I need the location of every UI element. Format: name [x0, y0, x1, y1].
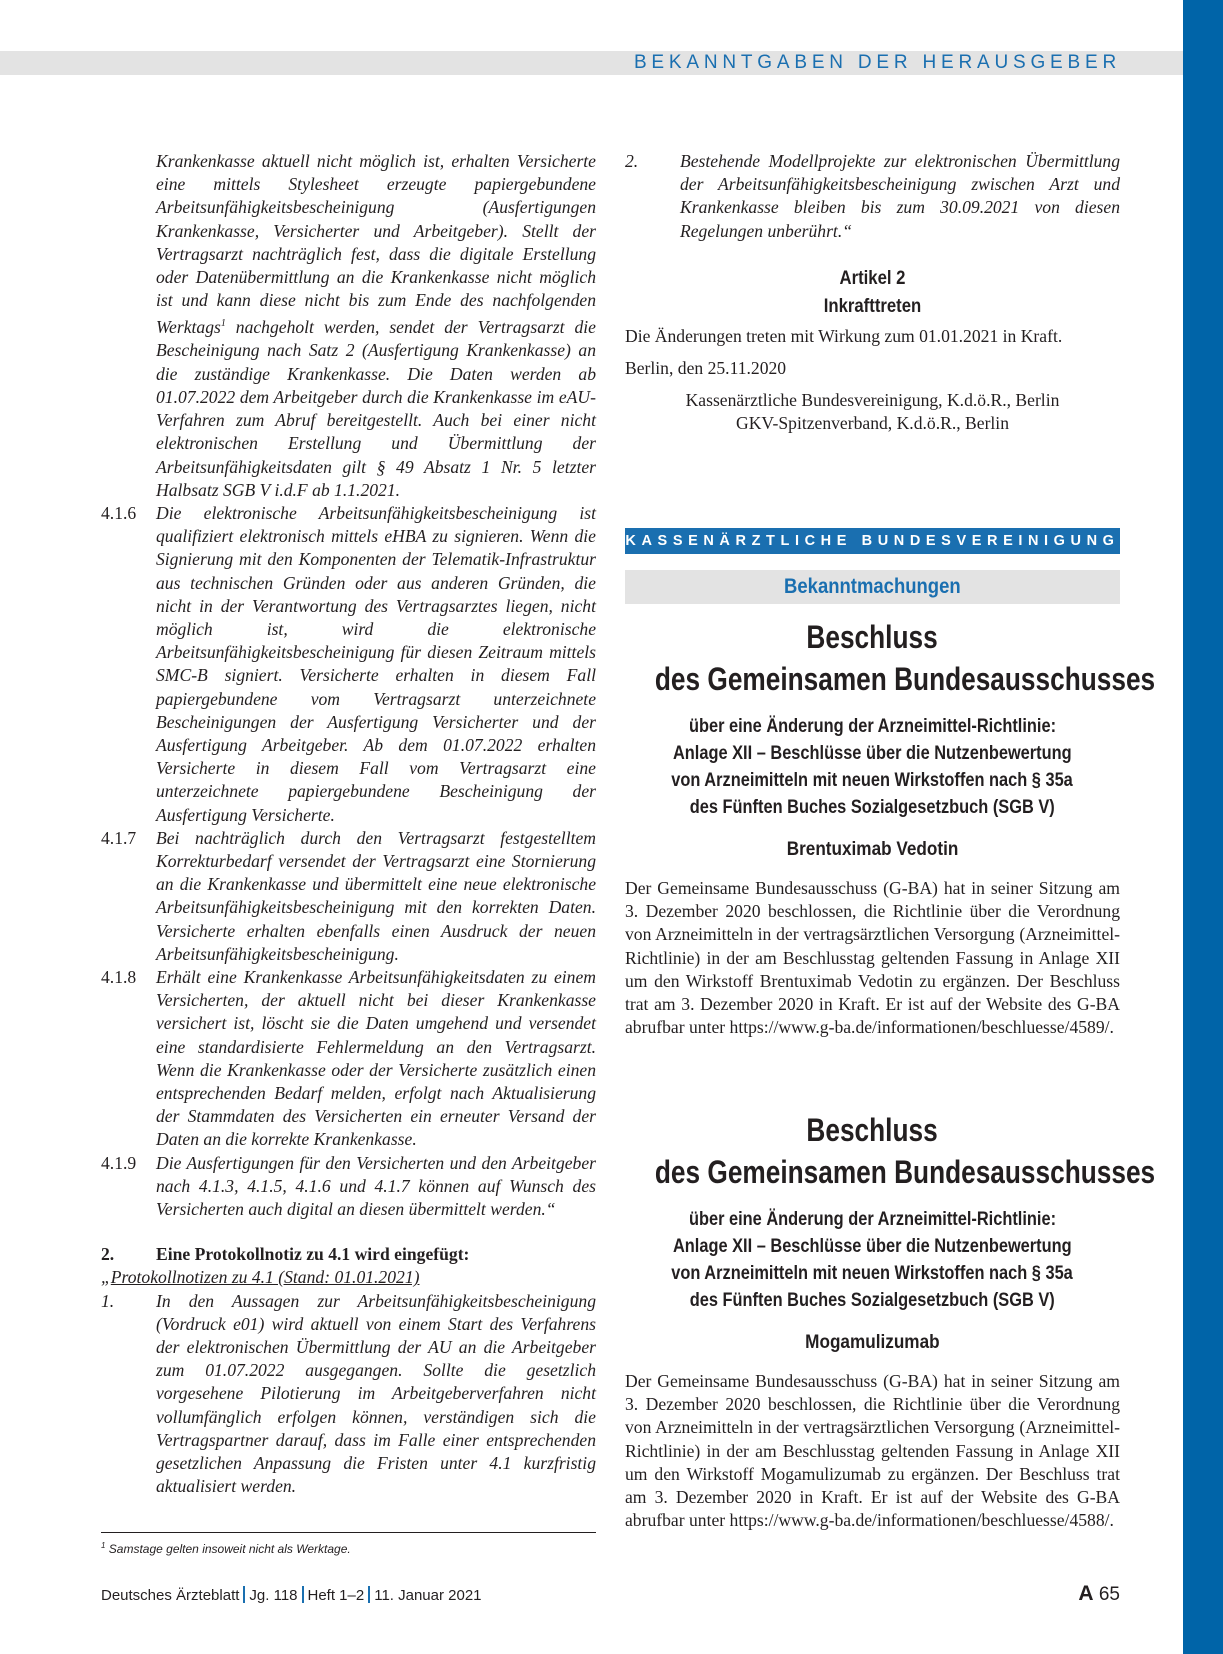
kbv-banner: KASSENÄRZTLICHE BUNDESVEREINIGUNG [625, 528, 1120, 554]
left-column [101, 150, 596, 1498]
beschluss-1-subtitle: über eine Änderung der Arzneimittel-Richtlinie: Anlage XII – Beschlüsse über die Nutzenbewertung von Arzneimitteln mit neuen Wirkstoffen nach § 35a des Fünften Buches Sozialgesetzbuch (SGB V) [671, 715, 1074, 818]
section-title: BEKANNTGABEN DER HERAUSGEBER [633, 52, 1121, 73]
intro-paragraph: Krankenkasse aktuell nicht möglich ist, erhalten Versicherte eine mittels Stylesheet erzeugte papiergebundene Arbeitsunfähigkeitsbescheinigung (Ausfertigungen Krankenkasse, Versicherter und Arbeitgeber). Stellt der Vertragsarzt nachträglich fest, dass die digitale Erstellung oder Datenübermittlung an die Krankenkasse nicht möglich ist und kann diese nicht bis zum Ende des nachfolgenden Werktags$^1$ nachgeholt werden, sendet der Vertragsarzt die Bescheinigung nach Satz 2 (Ausfertigung Krankenkasse) an die zuständige Krankenkasse. Die Daten werden ab 01.07.2022 dem Arbeitgeber durch die Krankenkasse im eAU-Verfahren zum Abruf bereitgestellt. Auch bei einer nicht elektronischen Erstellung und Übermittlung der Arbeitsunfähigkeitsdaten gilt § 49 Absatz 1 Nr. 5 letzter Halbsatz SGB V i.d.F ab 1.1.2021. [156, 151, 596, 500]
journal-name: Deutsches Ärzteblatt [101, 1587, 240, 1604]
beschluss-1-body: Der Gemeinsame Bundesausschuss (G-BA) hat in seiner Sitzung am 3. Dezember 2020 beschlossen, die Richtlinie über die Verordnung von Arzneimitteln in der vertragsärztlichen Versorgung (Arzneimittel-Richtlinie) in der am Beschlusstag geltenden Fassung in Anlage XII um den Wirkstoff Brentuximab Vedotin zu ergänzen. Der Beschluss trat am 3. Dezember 2020 in Kraft. Er ist auf der Website des G-BA abrufbar unter https://www.g-ba.de/informationen/beschluesse/4589/. [625, 878, 1120, 1038]
place-date: Berlin, den 25.11.2020 [625, 358, 787, 379]
side-color-bar [1183, 0, 1223, 1654]
item-number: 4.1.9 [101, 1152, 137, 1173]
item-number: 4.1.7 [101, 827, 137, 848]
volume: Jg. 118 [249, 1587, 298, 1604]
beschluss-2-body: Der Gemeinsame Bundesausschuss (G-BA) hat in seiner Sitzung am 3. Dezember 2020 beschlossen, die Richtlinie über die Verordnung von Arzneimitteln in der vertragsärztlichen Versorgung (Arzneimittel-Richtlinie) in der am Beschlusstag geltenden Fassung in Anlage XII um den Wirkstoff Mogamulizumab zu ergänzen. Der Beschluss trat am 3. Dezember 2020 in Kraft. Er ist auf der Website des G-BA abrufbar unter https://www.g-ba.de/informationen/beschluesse/4588/. [625, 1371, 1120, 1531]
item-text: In den Aussagen zur Arbeitsunfähigkeitsbescheinigung (Vordruck e01) wird aktuell von einem Start des Verfahrens der elektronischen Übermittlung der AU an die Arbeitgeber zum 01.07.2022 ausgegangen. Sollte die gesetzlich vorgesehene Pilotierung im Arbeitgeberverfahren nicht vollumfänglich erfolgen können, verständigen sich die Vertragspartner darauf, dass im Falle einer entsprechenden gesetzlichen Anpassung die Fristen unter 4.1 kurzfristig aktualisiert werden. [156, 1290, 596, 1497]
issue: Heft 1–2 [307, 1587, 365, 1604]
beschluss-2-drug: Mogamulizumab [805, 1331, 940, 1353]
protocol-heading: „Protokollnotizen zu 4.1 (Stand: 01.01.2021) [101, 1267, 420, 1288]
item-text: Bestehende Modellprojekte zur elektronischen Übermittlung der Arbeitsunfähigkeitsbescheinigung zwischen Arzt und Krankenkasse bleiben bis zum 30.09.2021 von diesen Regelungen unberührt.“ [680, 151, 1120, 241]
list-item [101, 502, 596, 827]
item-number: 2. [625, 151, 639, 171]
item-text: Erhält eine Krankenkasse Arbeitsunfähigkeitsdaten zu einem Versicherten, der aktuell nicht bei dieser Krankenkasse versichert ist, löscht sie die Daten umgehend und versendet eine standardisierte Fehlermeldung an den Vertragsarzt. Wenn die Krankenkasse oder der Versicherte zusätzlich einen entsprechenden Bedarf melden, erfolgt nach Aktualisierung der Stammdaten des Versicherten ein erneuter Versand der Daten an die korrekte Krankenkasse. [156, 966, 596, 1150]
list-item [101, 1152, 596, 1222]
article-title: Inkrafttreten [823, 295, 922, 317]
footnote-divider [101, 1532, 596, 1533]
page-footer [101, 1586, 482, 1606]
signatory-1: Kassenärztliche Bundesvereinigung, K.d.ö.R., Berlin [685, 390, 1060, 411]
item-text: Die elektronische Arbeitsunfähigkeitsbescheinigung ist qualifiziert elektronisch mittels eHBA zu signieren. Wenn die Signierung mit den Komponenten der Telematik-Infrastruktur aus technischen Gründen oder aus anderen Gründen, die nicht in der Verantwortung des Vertragsarztes liegen, nicht möglich ist, wird die elektronische Arbeitsunfähigkeitsbescheinigung für diesen Zeitraum mittels SMC-B signiert. Versicherte erhalten in diesem Fall papiergebundene vom Vertragsarzt unterzeichnete Bescheinigungen der Ausfertigung Versicherter und der Ausfertigung Arbeitgeber. Ab dem 01.07.2022 erhalten Versicherte in diesem Fall vom Vertragsarzt eine unterzeichnete papiergebundene Bescheinigung der Ausfertigung Versicherte. [156, 502, 596, 825]
beschluss-1-title: Beschluss des Gemeinsamen Bundesausschusses [654, 619, 1156, 697]
list-item [625, 150, 1120, 243]
issue-date: 11. Januar 2021 [374, 1587, 482, 1604]
item-number: 4.1.6 [101, 502, 137, 523]
list-item [101, 827, 596, 966]
header-bar [0, 51, 1183, 75]
beschluss-1-drug: Brentuximab Vedotin [786, 838, 959, 860]
bekanntmachungen-banner: Bekanntmachungen [625, 570, 1120, 604]
right-column [625, 150, 1120, 436]
item-text: Die Ausfertigungen für den Versicherten und den Arbeitgeber nach 4.1.3, 4.1.5, 4.1.6 und 4.1.7 können auf Wunsch des Versicherten auch digital an diesen übermittelt werden.“ [156, 1152, 596, 1219]
signatory-2: GKV-Spitzenverband, K.d.ö.R., Berlin [736, 413, 1009, 434]
footnote-mark: 1 [220, 318, 226, 330]
footnote: $^1$ Samstage gelten insoweit nicht als Werktage. [101, 1541, 351, 1556]
item-number: 1. [101, 1290, 115, 1311]
item-text: Bei nachträglich durch den Vertragsarzt festgestelltem Korrekturbedarf versendet der Vertragsarzt eine Stornierung an die Krankenkasse und übermittelt eine neue elektronische Arbeitsunfähigkeitsbescheinigung mit den korrekten Daten. Versicherte erhalten ebenfalls einen Ausdruck der neuen Arbeitsunfähigkeitsbescheinigung. [156, 827, 596, 964]
section-title: Eine Protokollnotiz zu 4.1 wird eingefügt: [156, 1244, 470, 1265]
page-number: A 65 [1078, 1582, 1120, 1605]
beschluss-2-title: Beschluss des Gemeinsamen Bundesausschusses [654, 1112, 1156, 1190]
inkraft-text: Die Änderungen treten mit Wirkung zum 01.01.2021 in Kraft. [625, 325, 1063, 346]
section-2-heading [101, 1243, 596, 1266]
item-number: 4.1.8 [101, 966, 137, 987]
protocol-item [101, 1290, 596, 1499]
section-number: 2. [101, 1244, 115, 1265]
list-item [101, 966, 596, 1152]
beschluss-2-subtitle: über eine Änderung der Arzneimittel-Richtlinie: Anlage XII – Beschlüsse über die Nutzenbewertung von Arzneimitteln mit neuen Wirkstoffen nach § 35a des Fünften Buches Sozialgesetzbuch (SGB V) [671, 1208, 1074, 1311]
article-number: Artikel 2 [839, 267, 906, 289]
